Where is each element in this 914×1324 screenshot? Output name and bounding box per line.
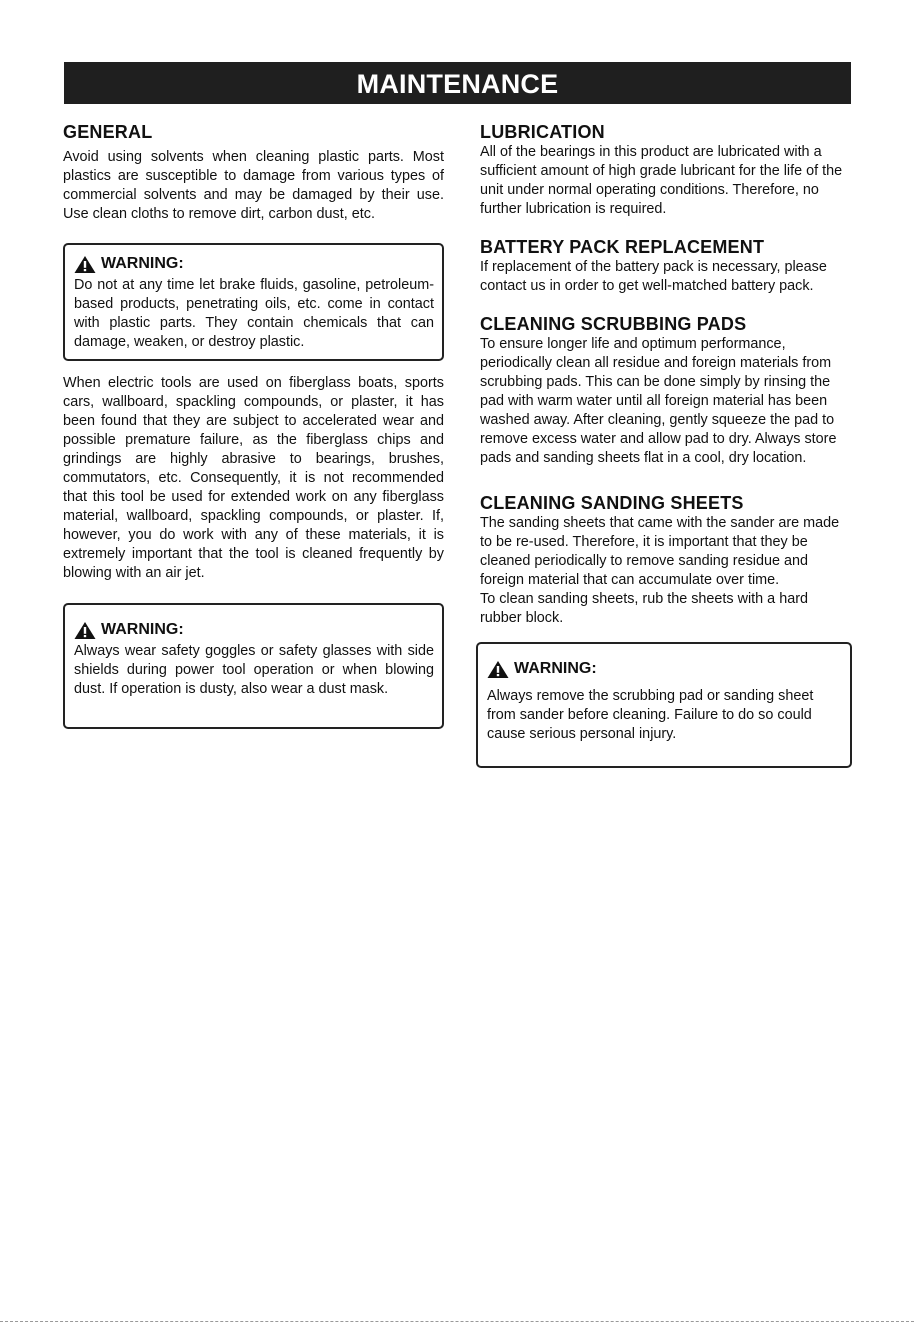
page-bottom-edge — [0, 1321, 914, 1322]
left-column — [63, 122, 444, 729]
warning-box-plastic — [63, 243, 444, 361]
right-column — [480, 122, 852, 768]
warning-title: WARNING: — [101, 621, 184, 638]
page-title: MAINTENANCE — [64, 62, 851, 104]
warning-box-remove-pad — [476, 642, 852, 768]
warning-text: Always remove the scrubbing pad or sanding sheet from sander before cleaning. Failure to do so could cause serious personal injury. — [487, 688, 814, 742]
sanding-heading: CLEANING SANDING SHEETS — [480, 493, 744, 513]
warning-triangle-icon — [487, 660, 509, 679]
warning-text: Do not at any time let brake fluids, gasoline, petroleum-based products, penetrating oils, etc. come in contact with plastic parts. They contain chemicals that can damage, weaken, or destroy plastic. — [74, 277, 434, 350]
lubrication-text: All of the bearings in this product are lubricated with a sufficient amount of high grade lubricant for the life of the unit under normal operating conditions. Therefore, no further lubrication is required. — [480, 144, 843, 217]
scrubbing-heading: CLEANING SCRUBBING PADS — [480, 314, 747, 334]
sanding-text: To clean sanding sheets, rub the sheets with a hard rubber block. — [480, 591, 808, 626]
warning-text: Always wear safety goggles or safety glasses with side shields during power tool operation or when blowing dust. If operation is dusty, also wear a dust mask. — [74, 643, 434, 697]
warning-triangle-icon — [74, 255, 96, 274]
lubrication-heading: LUBRICATION — [480, 122, 605, 142]
general-text: Avoid using solvents when cleaning plastic parts. Most plastics are susceptible to damage from various types of commercial solvents and may be damaged by their use. Use clean cloths to remove dirt, carbon dust, etc. — [63, 149, 444, 222]
warning-title: WARNING: — [514, 660, 597, 677]
warning-title: WARNING: — [101, 255, 184, 272]
general-heading: GENERAL — [63, 122, 153, 142]
warning-box-goggles — [63, 603, 444, 729]
battery-heading: BATTERY PACK REPLACEMENT — [480, 237, 765, 257]
warning-triangle-icon — [74, 621, 96, 640]
sanding-text: The sanding sheets that came with the sander are made to be re-used. Therefore, it is important that they be cleaned periodically to remove sanding residue and foreign material that can accumulate over time. — [480, 515, 840, 588]
fiberglass-text: When electric tools are used on fiberglass boats, sports cars, wallboard, spackling compounds, or plaster, it has been found that they are subject to accelerated wear and possible premature failure, as the fiberglass chips and grindings are highly abrasive to bearings, brushes, commutators, etc. Consequently, it is not recommended that this tool be used for extended work on any fiberglass material, wallboard, spackling compounds, or plaster. If, however, you do work with any of these materials, it is extremely important that the tool is cleaned frequently by blowing with an air jet. — [63, 375, 444, 581]
battery-text: If replacement of the battery pack is necessary, please contact us in order to get well-matched battery pack. — [480, 259, 827, 294]
scrubbing-text: To ensure longer life and optimum performance, periodically clean all residue and foreign materials from scrubbing pads. This can be done simply by rinsing the pad with warm water until all foreign material has been washed away. After cleaning, gently squeeze the pad to remove excess water and allow pad to dry. Always store pads and sanding sheets flat in a cool, dry location. — [480, 336, 837, 466]
